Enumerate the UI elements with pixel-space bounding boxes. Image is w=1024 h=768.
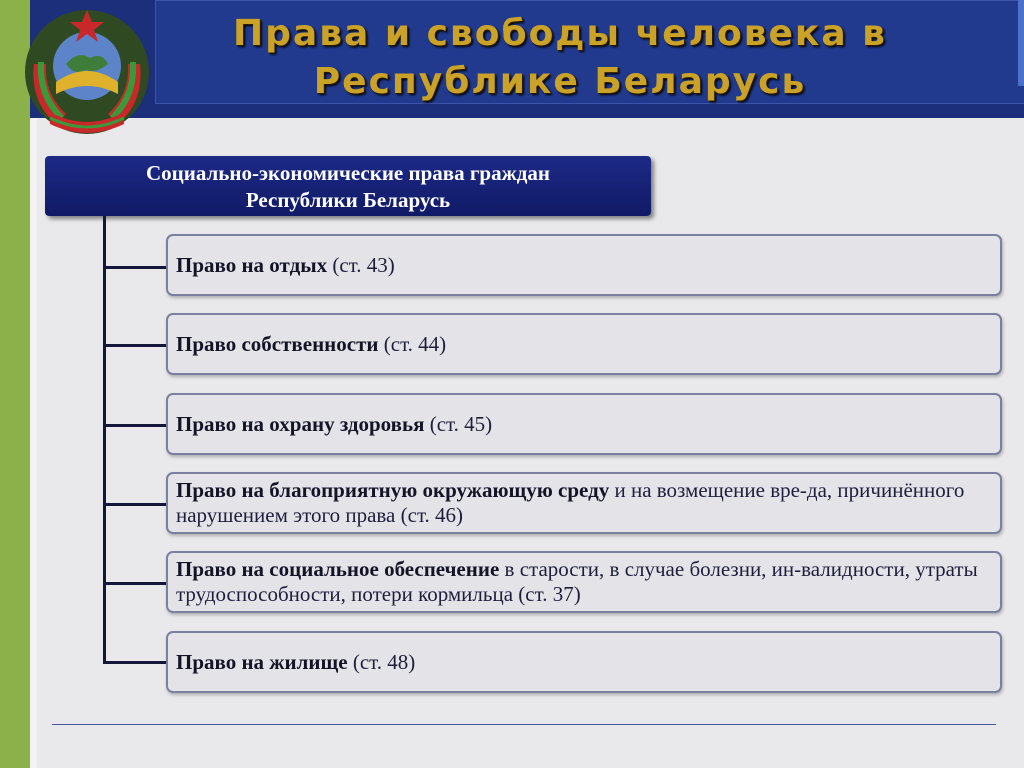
tree-connector-vertical <box>103 216 106 664</box>
title-line-2: Республике Беларусь <box>313 61 807 102</box>
right-title: Право на охрану здоровья <box>176 411 425 436</box>
right-description: и на возмещение вре-да, причинённого нарушением этого права (ст. 46) <box>176 478 965 527</box>
tree-connector-branch <box>103 266 167 269</box>
tree-connector-branch <box>103 582 167 585</box>
main-category-box <box>45 156 651 216</box>
tree-connector-branch <box>103 344 167 347</box>
page-title <box>190 10 930 106</box>
footer-divider <box>52 724 996 725</box>
right-item-rest <box>166 234 1002 296</box>
right-title: Право на жилище <box>176 649 348 674</box>
right-article: (ст. 45) <box>424 411 493 436</box>
header-accent <box>1018 0 1024 86</box>
right-item-health <box>166 393 1002 455</box>
right-description: в старости, в случае болезни, ин-валидности, утраты трудоспособности, потери кормильца (ст. 37) <box>176 557 978 606</box>
right-item-social-security <box>166 551 1002 613</box>
main-category-line-2: Республики Беларусь <box>245 188 451 212</box>
right-title: Право на отдых <box>176 252 328 277</box>
tree-connector-branch <box>103 661 167 664</box>
title-line-1: Права и свободы человека в <box>233 13 887 54</box>
tree-connector-branch <box>103 424 167 427</box>
right-item-housing <box>166 631 1002 693</box>
coat-of-arms-icon <box>16 2 158 140</box>
right-title: Право на благоприятную окружающую среду <box>176 478 610 502</box>
right-item-property <box>166 313 1002 375</box>
right-article: (ст. 48) <box>347 649 416 674</box>
right-title: Право собственности <box>176 331 379 356</box>
tree-connector-branch <box>103 503 167 506</box>
right-article: (ст. 44) <box>378 331 447 356</box>
right-title: Право на социальное обеспечение <box>176 557 500 581</box>
right-item-environment <box>166 472 1002 534</box>
right-article: (ст. 43) <box>327 252 395 277</box>
main-category-line-1: Социально-экономические права граждан <box>145 161 551 185</box>
